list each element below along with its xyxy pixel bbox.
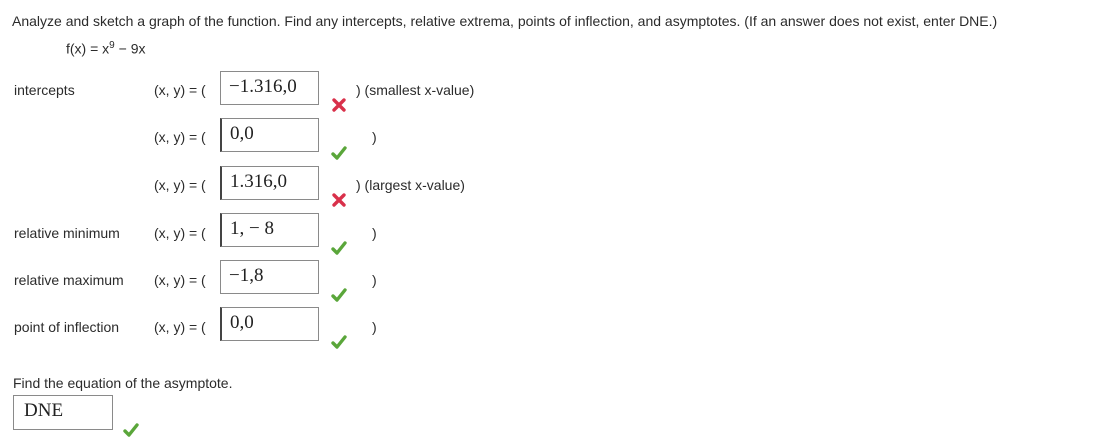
point-of-inflection-input[interactable]: 0,0: [220, 307, 319, 341]
check-icon: [331, 334, 347, 350]
point-of-inflection-suffix: ): [372, 319, 377, 335]
relative-maximum-label: relative maximum: [14, 272, 124, 288]
check-icon: [331, 145, 347, 161]
xy-prefix: (x, y) = (: [154, 319, 206, 335]
xy-prefix: (x, y) = (: [154, 177, 206, 193]
intercept-smallest-suffix: ) (smallest x-value): [356, 82, 475, 98]
intercept-middle-suffix: ): [372, 129, 377, 145]
point-of-inflection-label: point of inflection: [14, 319, 120, 335]
x-icon: [331, 97, 347, 113]
check-icon: [331, 240, 347, 256]
intercepts-label: intercepts: [14, 82, 75, 98]
relative-minimum-suffix: ): [372, 225, 377, 241]
xy-prefix: (x, y) = (: [154, 129, 206, 145]
relative-minimum-input[interactable]: 1, − 8: [220, 213, 319, 247]
check-icon: [331, 287, 347, 303]
relative-maximum-input[interactable]: −1,8: [220, 260, 319, 294]
intercept-smallest-input[interactable]: −1.316,0: [220, 71, 319, 105]
instructions: Analyze and sketch a graph of the function. Find any intercepts, relative extrema, points of inflection, and asymptotes. (If an answer does not exist, enter DNE.): [12, 13, 998, 29]
asymptote-input[interactable]: DNE: [13, 395, 113, 430]
x-icon: [331, 192, 347, 208]
xy-prefix: (x, y) = (: [154, 225, 206, 241]
relative-minimum-label: relative minimum: [14, 225, 120, 241]
relative-maximum-suffix: ): [372, 272, 377, 288]
xy-prefix: (x, y) = (: [154, 272, 206, 288]
intercept-largest-suffix: ) (largest x-value): [356, 177, 465, 193]
function-label: f(x) = x: [66, 40, 110, 57]
function-exponent: 9: [109, 40, 115, 51]
asymptote-prompt: Find the equation of the asymptote.: [13, 375, 233, 391]
xy-prefix: (x, y) = (: [154, 82, 206, 98]
check-icon: [123, 422, 139, 438]
intercept-middle-input[interactable]: 0,0: [220, 118, 319, 152]
intercept-largest-input[interactable]: 1.316,0: [220, 166, 319, 200]
function-tail: − 9x: [114, 40, 146, 57]
function-expression: [66, 40, 145, 57]
